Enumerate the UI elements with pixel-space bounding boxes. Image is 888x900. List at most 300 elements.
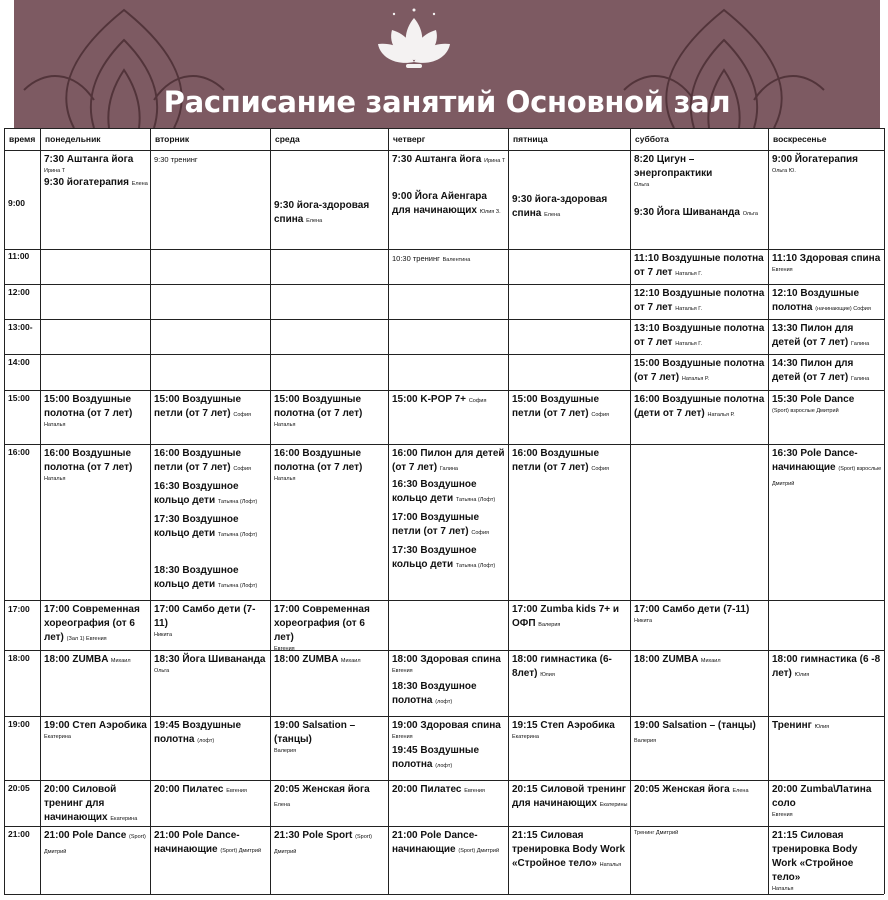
class-title: 15:00 Воздушные петли (от 7 лет) xyxy=(512,394,600,419)
instructor-name: Елена xyxy=(274,802,291,808)
schedule-cell xyxy=(772,829,882,894)
instructor-name: Наталья Г. xyxy=(675,271,703,277)
class-entry xyxy=(274,447,386,484)
class-entry xyxy=(154,564,268,593)
class-title: 21:00 Pole Dance- начинающие xyxy=(392,830,478,855)
instructor-name: Никита xyxy=(634,618,653,624)
grid-line xyxy=(4,319,884,320)
class-title: 16:00 Воздушные полотна (от 7 лет) xyxy=(274,448,363,473)
time-label: 15:00 xyxy=(8,393,30,403)
class-entry xyxy=(154,653,268,676)
class-entry xyxy=(772,829,882,894)
grid-line xyxy=(4,128,884,129)
schedule-cell xyxy=(44,393,148,430)
schedule-cell xyxy=(274,783,386,812)
class-entry xyxy=(392,190,506,219)
instructor-name: Наталья xyxy=(274,476,296,482)
instructor-name: Наталья Р. xyxy=(681,376,710,382)
class-title: 15:00 Воздушные полотна (от 7 лет) xyxy=(44,394,133,419)
class-entry xyxy=(512,193,628,222)
class-title: 12:10 Воздушные полотна xyxy=(772,288,860,313)
instructor-name: Екатерина xyxy=(110,816,138,822)
instructor-name: Евгения xyxy=(772,812,793,818)
class-title: 15:00 Воздушные петли (от 7 лет) xyxy=(154,394,242,419)
instructor-name: (лофт) xyxy=(435,763,453,769)
class-title: 8:20 Цигун – энергопрактики xyxy=(634,154,713,179)
column-header: четверг xyxy=(393,134,426,144)
schedule-cell xyxy=(634,603,766,626)
schedule-cell xyxy=(392,783,506,798)
class-entry xyxy=(274,719,386,756)
instructor-name: Юлия xyxy=(794,672,810,678)
class-title: 20:00 Пилатес xyxy=(392,784,462,795)
class-title: 16:30 Воздушное кольцо дети xyxy=(392,479,477,504)
instructor-name: (Sport) Дмитрий xyxy=(220,848,262,854)
instructor-name: Галина xyxy=(851,376,870,382)
instructor-name: София xyxy=(591,466,609,472)
grid-line xyxy=(4,780,884,781)
instructor-name: Наталья xyxy=(599,862,622,868)
class-title: 19:45 Воздушные полотна xyxy=(392,745,480,770)
class-entry xyxy=(44,153,148,176)
schedule-cell xyxy=(512,603,628,632)
schedule-cell xyxy=(634,719,766,748)
class-entry xyxy=(512,783,628,812)
class-entry xyxy=(772,322,882,351)
class-entry xyxy=(634,322,766,351)
schedule-cell xyxy=(44,783,148,826)
class-title: 12:10 Воздушные полотна от 7 лет xyxy=(634,288,765,313)
class-title: 19:45 Воздушные полотна xyxy=(154,720,242,745)
instructor-name: Юлия xyxy=(540,672,555,678)
schedule-cell xyxy=(512,447,628,476)
instructor-name: Евгения xyxy=(392,668,413,674)
column-header: суббота xyxy=(635,134,669,144)
schedule-cell xyxy=(512,393,628,422)
time-label: 20:05 xyxy=(8,783,30,793)
class-title: 18:00 ZUMBA xyxy=(634,654,699,665)
instructor-name: Татьяна (Лофт) xyxy=(455,497,496,503)
class-entry xyxy=(274,783,386,812)
class-entry xyxy=(154,447,268,476)
instructor-name: София xyxy=(233,466,251,472)
grid-line xyxy=(4,716,884,717)
class-entry xyxy=(44,447,148,484)
instructor-name: (Зал 1) Евгения xyxy=(66,636,107,642)
class-entry xyxy=(634,783,766,798)
class-entry xyxy=(392,153,506,168)
schedule-cell xyxy=(154,153,268,167)
page-title: Расписание занятий Основной зал xyxy=(163,85,731,119)
class-title: 19:00 Степ Аэробика xyxy=(44,720,147,731)
instructor-name: Елена xyxy=(544,212,561,218)
instructor-name: Михаил xyxy=(700,658,721,664)
class-title: 13:30 Пилон для детей (от 7 лет) xyxy=(772,323,854,348)
instructor-name: София xyxy=(591,412,609,418)
class-title: 17:00 Воздушные петли (от 7 лет) xyxy=(392,512,480,537)
instructor-name: Татьяна (Лофт) xyxy=(217,499,258,505)
instructor-name: Михаил xyxy=(340,658,361,664)
schedule-cell xyxy=(44,153,148,191)
time-label: 18:00 xyxy=(8,653,30,663)
schedule-cell xyxy=(772,322,882,351)
instructor-name: Татьяна (Лофт) xyxy=(455,563,496,569)
class-entry xyxy=(634,603,766,626)
instructor-name: Ольга xyxy=(742,211,758,217)
class-title: 14:30 Пилон для детей (от 7 лет) xyxy=(772,358,854,383)
class-entry xyxy=(44,603,148,646)
schedule-cell xyxy=(772,252,882,275)
class-title: 16:00 Воздушные петли (от 7 лет) xyxy=(154,448,242,473)
schedule-cell xyxy=(44,653,148,668)
class-title: 16:00 Пилон для детей (от 7 лет) xyxy=(392,448,505,473)
class-entry xyxy=(392,680,506,709)
grid-line xyxy=(4,249,884,250)
instructor-name: (Sport) Дмитрий xyxy=(44,834,146,855)
class-title: 20:05 Женская йога xyxy=(634,784,730,795)
instructor-name: Елена xyxy=(732,788,749,794)
class-title: 18:30 Йога Шивананда xyxy=(154,654,266,665)
column-header: пятница xyxy=(513,134,548,144)
instructor-name: Евгения xyxy=(274,646,295,652)
schedule-cell xyxy=(44,447,148,484)
instructor-name: Ирина Т xyxy=(484,158,506,164)
schedule-cell xyxy=(634,357,766,386)
instructor-name: Валерия xyxy=(538,622,561,628)
instructor-name: (Sport) взрослые Дмитрий xyxy=(772,408,839,414)
instructor-name: Евгения xyxy=(392,734,413,740)
schedule-cell xyxy=(274,719,386,756)
class-title: 17:00 Современная хореография (от 6 лет) xyxy=(274,604,370,643)
instructor-name: Валерия xyxy=(634,738,657,744)
instructor-name: (начинающие) София xyxy=(815,306,871,312)
class-title: 9:30 йога-здоровая спина xyxy=(274,200,370,225)
schedule-cell xyxy=(274,653,386,668)
class-title: 20:05 Женская йога xyxy=(274,784,370,795)
class-title: 18:00 гимнастика (6-8лет) xyxy=(512,654,612,679)
class-title: 17:30 Воздушное кольцо дети xyxy=(392,545,477,570)
instructor-name: София xyxy=(468,398,487,404)
column-header: среда xyxy=(275,134,300,144)
time-label: 14:00 xyxy=(8,357,30,367)
instructor-name: София xyxy=(233,412,251,418)
instructor-name: Наталья xyxy=(44,476,66,482)
class-entry xyxy=(274,603,386,654)
schedule-cell xyxy=(274,447,386,484)
schedule-cell xyxy=(772,287,882,316)
class-entry xyxy=(154,153,268,167)
class-entry xyxy=(274,199,386,228)
time-label: 17:00 xyxy=(8,604,30,614)
column-header: понедельник xyxy=(45,134,101,144)
instructor-name: Ирина Т xyxy=(44,168,66,174)
schedule-cell xyxy=(772,653,882,682)
schedule-cell xyxy=(392,719,506,773)
class-title: 15:30 Pole Dance xyxy=(772,394,855,405)
class-title: 17:00 Самбо дети (7-11) xyxy=(154,604,256,629)
instructor-name: Екатерины xyxy=(599,802,628,808)
schedule-cell xyxy=(274,829,386,859)
class-title: 17:00 Самбо дети (7-11) xyxy=(634,604,750,615)
class-title: 21:15 Силовая тренировка Body Work «Стройное тело» xyxy=(512,830,626,869)
instructor-name: (Sport) взрослые Дмитрий xyxy=(772,466,882,487)
class-title: 21:15 Силовая тренировка Body Work «Стройное тело» xyxy=(772,830,858,883)
class-entry xyxy=(512,603,628,632)
class-entry xyxy=(634,393,766,422)
class-title: 11:10 Воздушные полотна от 7 лет xyxy=(634,253,764,278)
class-entry xyxy=(772,252,882,275)
class-title: 17:00 Современная хореография (от 6 лет) xyxy=(44,604,140,643)
class-entry xyxy=(772,783,882,820)
schedule-cell xyxy=(392,252,506,267)
instructor-name: Ольга xyxy=(634,182,650,188)
class-entry: Тренинг Дмитрий xyxy=(634,830,679,836)
instructor-name: Валерия xyxy=(274,748,297,754)
class-entry xyxy=(512,447,628,476)
grid-line xyxy=(4,444,884,445)
class-title: 7:30 Аштанга йога xyxy=(44,154,134,165)
class-entry xyxy=(772,287,882,316)
schedule-cell xyxy=(772,447,882,491)
grid-line xyxy=(4,284,884,285)
schedule-cell xyxy=(634,153,766,221)
instructor-name: Наталья Г. xyxy=(675,306,703,312)
instructor-name: Галина xyxy=(851,341,870,347)
schedule-cell xyxy=(634,393,766,422)
instructor-name: Наталья xyxy=(274,422,296,428)
schedule-cell xyxy=(154,653,268,676)
class-entry xyxy=(634,357,766,386)
instructor-name: Татьяна (Лофт) xyxy=(217,532,258,538)
class-title: 20:00 Zumba\Латина соло xyxy=(772,784,872,809)
class-title: 16:00 Воздушные петли (от 7 лет) xyxy=(512,448,600,473)
class-entry xyxy=(634,206,766,221)
class-title: 15:00 Воздушные полотна (от 7 лет) xyxy=(274,394,363,419)
class-entry xyxy=(44,653,148,668)
schedule-cell xyxy=(392,393,506,408)
class-title: 21:00 Pole Dance- начинающие xyxy=(154,830,240,855)
class-title: Тренинг xyxy=(772,720,812,731)
class-entry xyxy=(772,153,882,176)
schedule-cell xyxy=(44,603,148,646)
schedule-cell xyxy=(512,829,628,872)
class-entry xyxy=(634,287,766,316)
column-header: вторник xyxy=(155,134,190,144)
schedule-cell xyxy=(392,653,506,709)
class-entry xyxy=(772,393,882,416)
class-entry xyxy=(512,719,628,742)
class-entry xyxy=(392,511,506,540)
class-title: 9:30 йога-здоровая спина xyxy=(512,194,608,219)
class-entry xyxy=(392,653,506,676)
class-title: 18:00 ZUMBA xyxy=(44,654,109,665)
class-title: 19:00 Salsation – (танцы) xyxy=(634,720,756,731)
class-entry xyxy=(392,783,506,798)
class-title: 18:30 Воздушное кольцо дети xyxy=(154,565,239,590)
instructor-name: Татьяна (Лофт) xyxy=(217,583,258,589)
time-label: 11:00 xyxy=(8,251,30,261)
class-title: 19:00 Здоровая спина xyxy=(392,720,501,731)
time-label: 13:00- xyxy=(8,322,33,332)
time-label: 9:00 xyxy=(8,198,26,208)
class-entry xyxy=(154,603,268,640)
time-label: 19:00 xyxy=(8,719,30,729)
schedule-cell xyxy=(512,719,628,742)
class-entry xyxy=(512,829,628,872)
schedule-cell xyxy=(512,653,628,682)
class-title: 9:00 Йога Айенгара для начинающих xyxy=(392,191,487,216)
instructor-name: Евгения xyxy=(772,267,793,273)
schedule-cell xyxy=(44,829,148,859)
class-entry xyxy=(274,393,386,430)
class-title: 20:00 Пилатес xyxy=(154,784,224,795)
grid-line xyxy=(884,128,885,894)
class-entry xyxy=(392,829,506,858)
class-entry xyxy=(634,653,766,668)
instructor-name: Юлия xyxy=(814,724,830,730)
instructor-name: Валентина xyxy=(442,257,471,263)
instructor-name: Михаил xyxy=(110,658,131,664)
instructor-name: Евгения xyxy=(226,788,247,794)
instructor-name: (Sport) Дмитрий xyxy=(458,848,500,854)
grid-line xyxy=(4,826,884,827)
instructor-name: Ольга xyxy=(154,668,170,674)
class-entry xyxy=(274,829,386,859)
class-title: 18:30 Воздушное полотна xyxy=(392,681,477,706)
class-entry xyxy=(512,393,628,422)
class-title: 19:00 Salsation – (танцы) xyxy=(274,720,356,745)
class-entry xyxy=(772,447,882,491)
schedule-cell xyxy=(634,783,766,798)
class-title: 20:00 Силовой тренинг для начинающих xyxy=(44,784,117,823)
schedule-cell xyxy=(392,447,506,573)
class-title: 21:00 Pole Dance xyxy=(44,830,127,841)
instructor-name: Никита xyxy=(154,632,173,638)
column-header: время xyxy=(9,134,36,144)
class-title: 16:30 Воздушное кольцо дети xyxy=(154,481,239,506)
instructor-name: Ольга Ю. xyxy=(772,168,796,174)
class-title: 16:00 Воздушные полотна (дети от 7 лет) xyxy=(634,394,765,419)
schedule-cell xyxy=(154,603,268,640)
class-entry xyxy=(392,447,506,476)
instructor-name: (Sport) Дмитрий xyxy=(274,834,372,855)
class-title: 17:30 Воздушное кольцо дети xyxy=(154,514,239,539)
instructor-name: Наталья Г. xyxy=(675,341,703,347)
class-entry xyxy=(634,719,766,748)
schedule-cell xyxy=(772,153,882,176)
class-entry xyxy=(154,829,268,858)
class-title: 11:10 Здоровая спина xyxy=(772,253,881,264)
instructor-name: Елена xyxy=(306,218,323,224)
schedule-cell xyxy=(274,199,386,228)
instructor-name: София xyxy=(471,530,489,536)
class-entry xyxy=(154,783,268,798)
class-entry xyxy=(154,513,268,542)
class-entry xyxy=(634,252,766,281)
column-header: воскресенье xyxy=(773,134,827,144)
class-title: 9:00 Йогатерапия xyxy=(772,154,858,165)
instructor-name: (лофт) xyxy=(197,738,215,744)
class-entry xyxy=(634,153,766,190)
class-title: 21:30 Pole Sport xyxy=(274,830,353,841)
class-title: 18:00 гимнастика (6 -8 лет) xyxy=(772,654,881,679)
class-entry xyxy=(772,719,882,734)
class-entry xyxy=(44,829,148,859)
class-title: 19:15 Степ Аэробика xyxy=(512,720,615,731)
instructor-name: Наталья xyxy=(772,886,794,892)
schedule-cell xyxy=(634,653,766,668)
class-entry xyxy=(392,544,506,573)
class-entry xyxy=(772,653,882,682)
class-title: 16:30 Pole Dance- начинающие xyxy=(772,448,858,473)
grid-line xyxy=(4,650,884,651)
schedule-cell xyxy=(154,393,268,422)
time-label: 16:00 xyxy=(8,447,30,457)
grid-line xyxy=(4,354,884,355)
schedule-cell xyxy=(772,719,882,734)
class-title: 7:30 Аштанга йога xyxy=(392,154,482,165)
class-entry xyxy=(44,719,148,742)
instructor-name: Наталья Р. xyxy=(707,412,735,418)
class-entry xyxy=(392,252,506,267)
schedule-cell xyxy=(44,719,148,742)
class-entry xyxy=(44,176,148,191)
schedule-cell xyxy=(154,447,268,593)
class-entry xyxy=(392,744,506,773)
schedule-cell xyxy=(512,783,628,812)
instructor-name: (лофт) xyxy=(435,699,453,705)
time-label: 12:00 xyxy=(8,287,30,297)
class-title: 17:00 Zumba kids 7+ и ОФП xyxy=(512,604,620,629)
class-title: 9:30 тренинг xyxy=(154,155,198,164)
lotus-logo-icon xyxy=(378,9,450,69)
instructor-name: Екатерина xyxy=(512,734,539,740)
instructor-name: Евгения xyxy=(464,788,485,794)
time-label: 21:00 xyxy=(8,829,30,839)
schedule-cell xyxy=(634,322,766,351)
schedule-cell xyxy=(154,783,268,798)
grid-line xyxy=(4,390,884,391)
schedule-cell xyxy=(772,393,882,416)
instructor-name: Наталья xyxy=(44,422,66,428)
class-title: 15:00 K-POP 7+ xyxy=(392,394,467,405)
class-entry xyxy=(154,719,268,748)
class-entry xyxy=(772,357,882,386)
grid-line xyxy=(4,600,884,601)
class-title: 13:10 Воздушные полотна от 7 лет xyxy=(634,323,765,348)
schedule-cell xyxy=(512,193,628,222)
schedule-cell xyxy=(772,357,882,386)
schedule-cell xyxy=(274,603,386,654)
grid-line xyxy=(4,150,884,151)
instructor-name: Екатерина xyxy=(44,734,71,740)
class-entry xyxy=(44,783,148,826)
class-entry xyxy=(274,653,386,668)
class-entry xyxy=(392,478,506,507)
schedule-cell xyxy=(392,829,506,858)
class-title: 15:00 Воздушные полотна (от 7 лет) xyxy=(634,358,765,383)
schedule-cell xyxy=(392,153,506,219)
class-entry xyxy=(512,653,628,682)
class-title: 9:30 йогатерапия xyxy=(44,177,129,188)
schedule-cell xyxy=(634,252,766,281)
schedule-cell xyxy=(154,719,268,748)
class-entry xyxy=(154,480,268,509)
class-title: 9:30 Йога Шивананда xyxy=(634,207,740,218)
class-entry xyxy=(392,719,506,742)
instructor-name: Галина xyxy=(439,466,458,472)
class-title: 10:30 тренинг xyxy=(392,254,440,263)
